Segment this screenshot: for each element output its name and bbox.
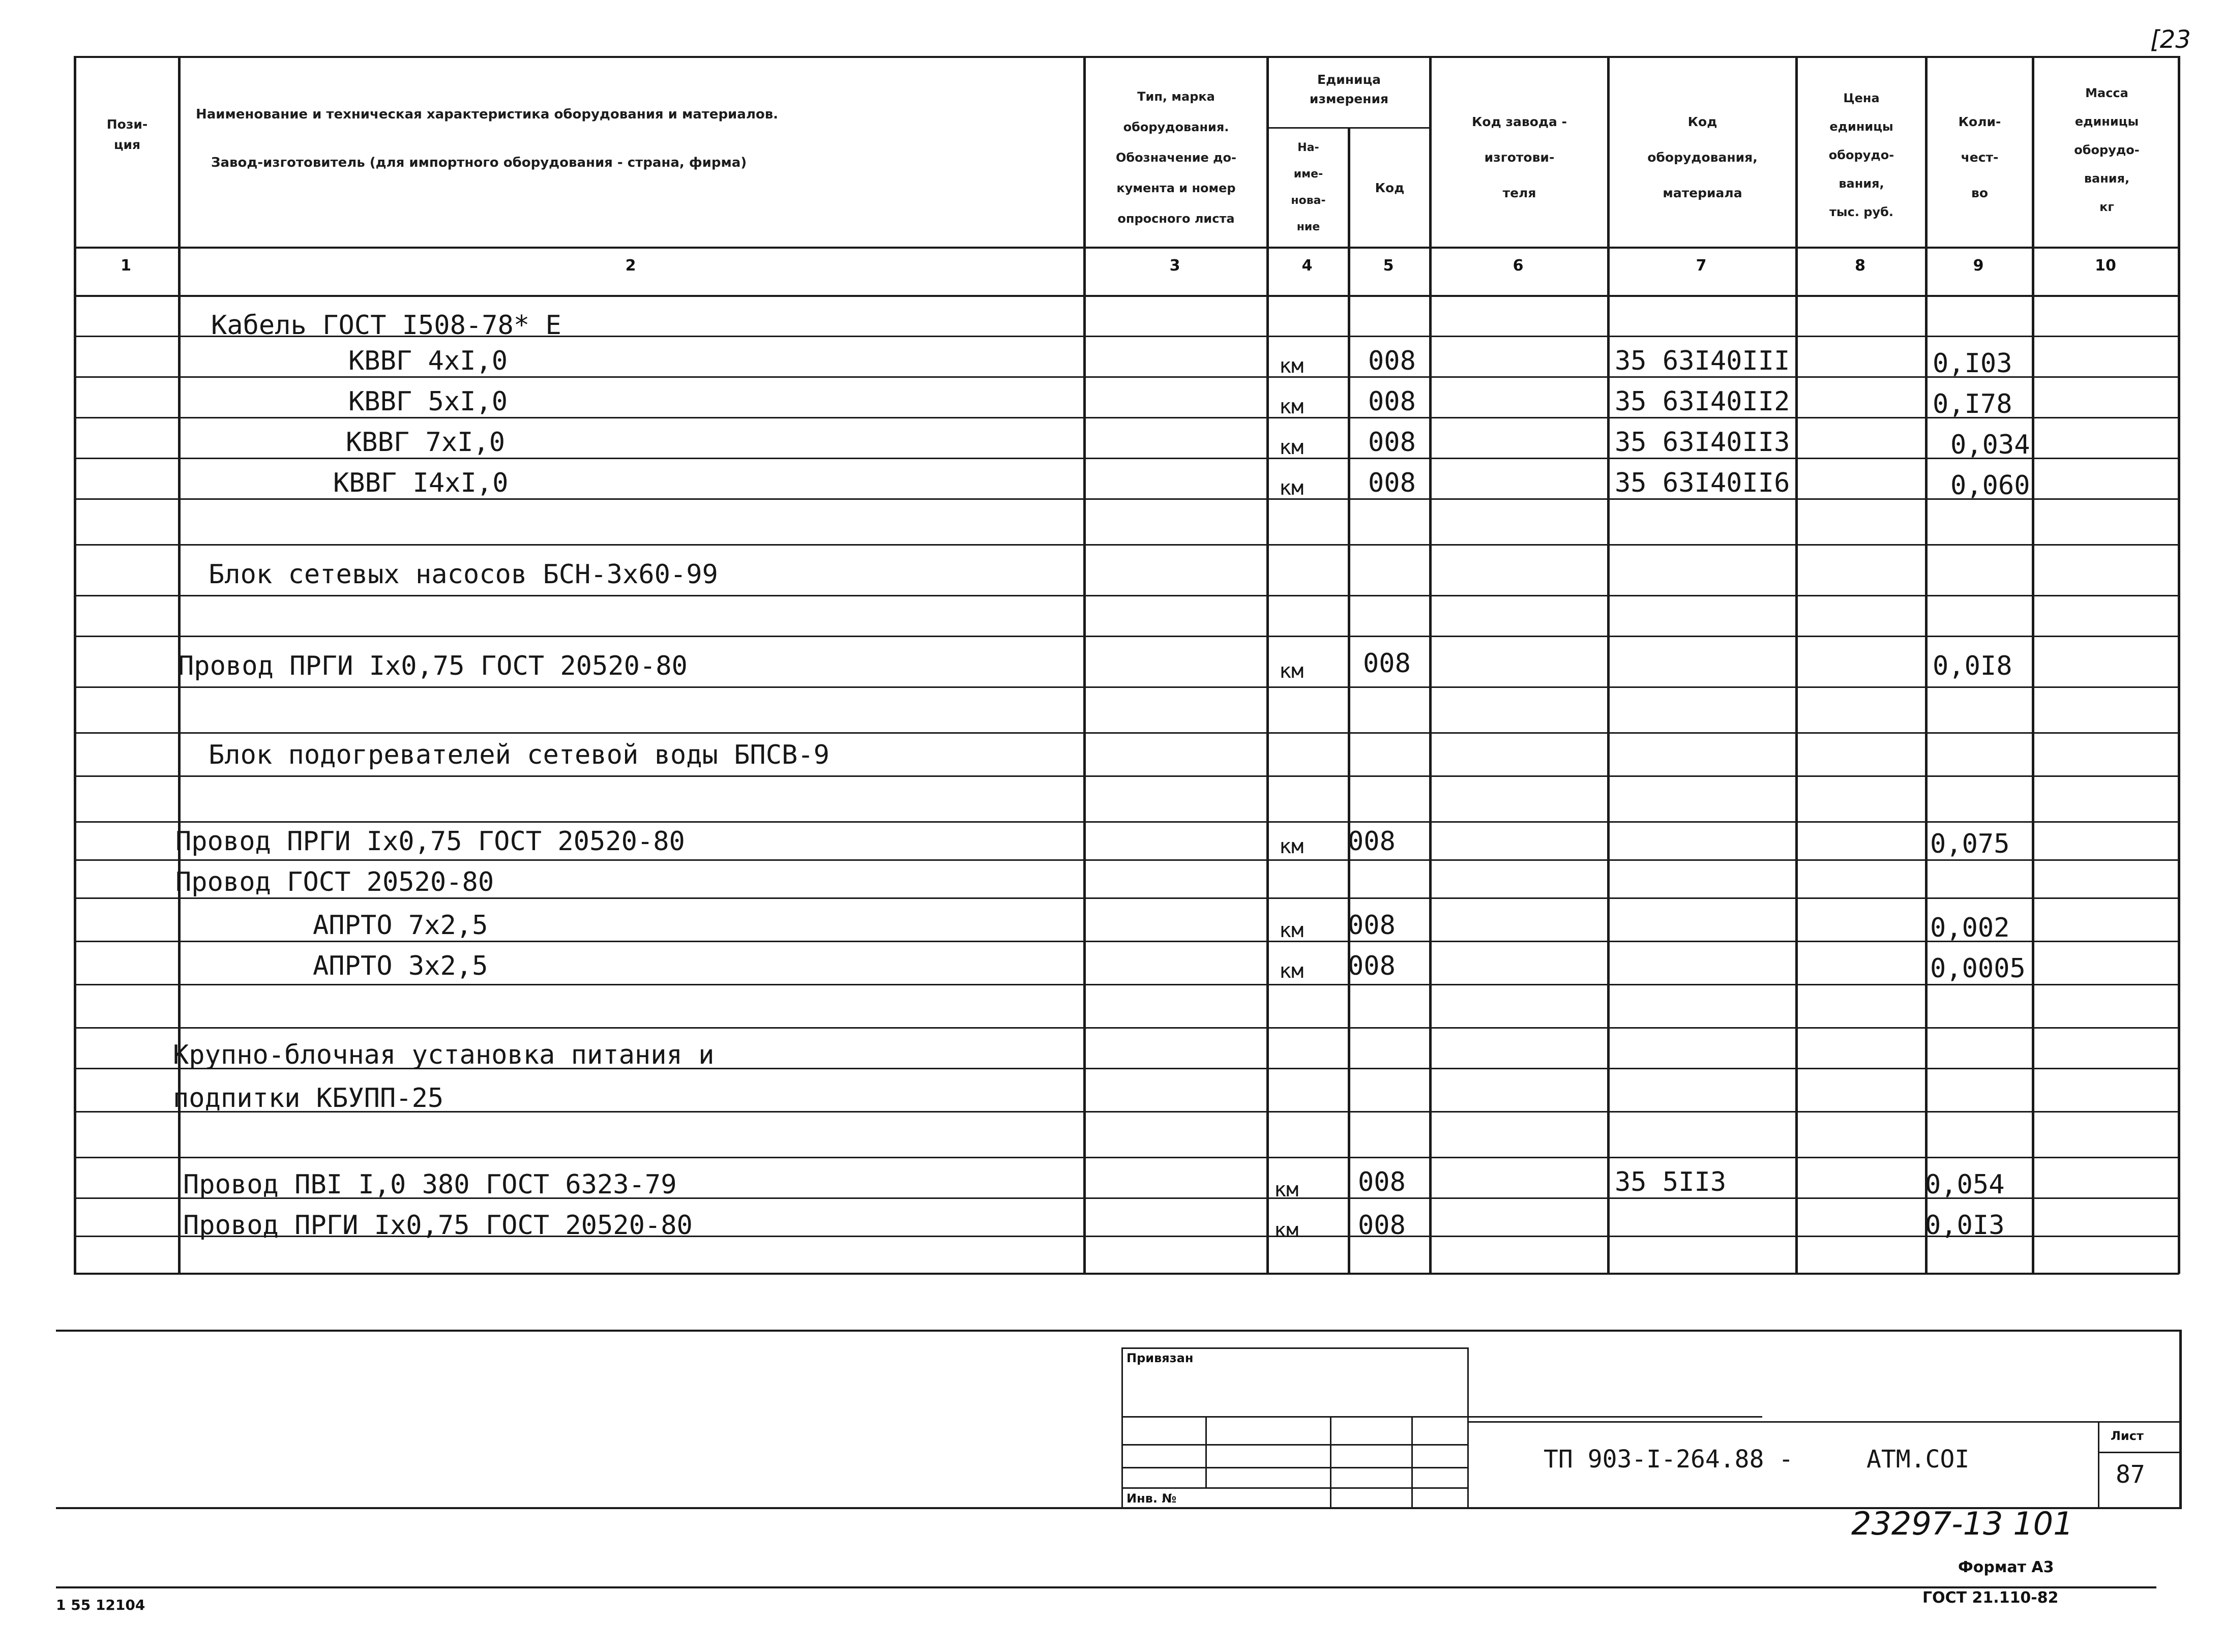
col-number-3: 3 [1169,257,1180,275]
footer-format: Формат А3 [1958,1558,2054,1576]
footer-gost: ГОСТ 21.110-82 [1922,1589,2059,1607]
handwritten-number: 23297-13 101 [1851,1505,2073,1542]
row-qty: 0,0005 [1930,953,2026,984]
header-type: Тип, марка оборудования. Обозначение до- кумента и номер опросного листа [1116,89,1236,226]
header-name-line1: Наименование и техническая характеристика оборудования и материалов. [196,107,779,122]
row-code: 008 [1348,910,1396,941]
stamp-designation: ТП 903-I-264.88 - [1544,1445,1794,1474]
row-qty: 0,054 [1925,1169,2005,1200]
row-code: 008 [1368,386,1416,417]
row-material-code: 35 63I40II2 [1615,386,1790,417]
col-number-8: 8 [1855,257,1865,275]
row-code: 008 [1368,427,1416,458]
row-code: 008 [1363,648,1411,679]
row-name: КВВГ 4хI,0 [348,346,508,376]
row-name: Провод ПРГИ Iх0,75 ГОСТ 20520-80 [178,651,688,681]
row-code: 008 [1358,1210,1406,1241]
row-qty: 0,002 [1930,913,2010,943]
stamp-code: АТМ.СОI [1866,1445,1970,1474]
row-code: 008 [1368,468,1416,498]
stamp-inv-no: Инв. № [1127,1491,1177,1506]
header-unit-group: Единица измерения [1309,72,1389,106]
row-name: Провод ГОСТ 20520-80 [175,867,494,897]
row-name: АПРТО 7х2,5 [313,910,488,941]
row-name: Провод ПРГИ Iх0,75 ГОСТ 20520-80 [175,826,685,857]
col-number-1: 1 [121,257,131,275]
row-name: Кабель ГОСТ I508-78* Е [211,310,561,341]
row-unit: км [1279,959,1304,983]
row-unit: км [1279,835,1304,858]
corner-mark: [23 [2150,25,2191,54]
row-qty: 0,0I3 [1925,1210,2005,1241]
header-unit-code: Код [1375,181,1405,195]
col-number-2: 2 [625,257,636,275]
row-code: 008 [1348,951,1396,981]
row-qty: 0,0I8 [1933,651,2012,681]
row-code: 008 [1368,346,1416,376]
header-name-line2: Завод-изготовитель (для импортного оборудования - страна, фирма) [211,155,747,170]
header-mass: Масса единицы оборудо- вания, кг [2074,86,2140,214]
col-number-7: 7 [1696,257,1707,275]
row-unit: км [1279,395,1304,418]
specification-sheet [74,56,2180,1330]
row-unit: км [1279,354,1304,378]
header-factory-code: Код завода - изготови- теля [1471,114,1567,200]
col-number-4: 4 [1301,257,1313,275]
row-name: Провод ПВI I,0 380 ГОСТ 6323-79 [183,1169,677,1200]
row-name: АПРТО 3х2,5 [313,951,488,981]
row-material-code: 35 63I40II6 [1615,468,1790,498]
header-position: Пози- ция [106,117,148,152]
header-material-code: Код оборудования, материала [1647,114,1758,200]
col-number-5: 5 [1383,257,1394,275]
header-quantity: Коли- чест- во [1958,114,2001,200]
row-name: Крупно-блочная установка питания и [173,1040,715,1070]
row-unit: км [1279,659,1304,683]
row-qty: 0,075 [1930,829,2010,859]
footer-microfilm-code: 1 55 12104 [56,1597,145,1613]
stamp-sheet-label: Лист [2111,1429,2144,1443]
row-qty: 0,034 [1950,430,2030,460]
col-number-6: 6 [1513,257,1524,275]
row-name: подпитки КБУПП-25 [173,1083,444,1114]
row-unit: км [1279,436,1304,459]
row-name: Блок сетевых насосов БСН-3х60-99 [209,559,718,590]
row-material-code: 35 63I40II3 [1615,427,1790,458]
row-unit: км [1274,1178,1299,1202]
row-unit: км [1279,919,1304,942]
row-name: Блок подогревателей сетевой воды БПСВ-9 [209,740,829,770]
row-name: КВВГ I4хI,0 [333,468,509,498]
col-number-10: 10 [2095,257,2116,275]
col-number-9: 9 [1973,257,1984,275]
row-code: 008 [1348,826,1396,857]
row-code: 008 [1358,1167,1406,1197]
header-unit-name: На- име- нова- ние [1291,141,1326,233]
row-name: КВВГ 7хI,0 [346,427,506,458]
stamp-sheet-number: 87 [2116,1460,2145,1489]
row-material-code: 35 63I40III [1615,346,1790,376]
row-material-code: 35 5II3 [1615,1167,1727,1197]
row-qty: 0,060 [1950,470,2030,501]
row-qty: 0,I03 [1933,348,2012,379]
row-unit: км [1274,1219,1299,1242]
title-block [56,1330,2182,1508]
row-unit: км [1279,476,1304,500]
row-qty: 0,I78 [1933,389,2012,419]
row-name: КВВГ 5хI,0 [348,386,508,417]
stamp-privyazan: Привязан [1127,1351,1194,1365]
row-name: Провод ПРГИ Iх0,75 ГОСТ 20520-80 [183,1210,693,1241]
header-price: Цена единицы оборудо- вания, тыс. руб. [1828,91,1894,219]
